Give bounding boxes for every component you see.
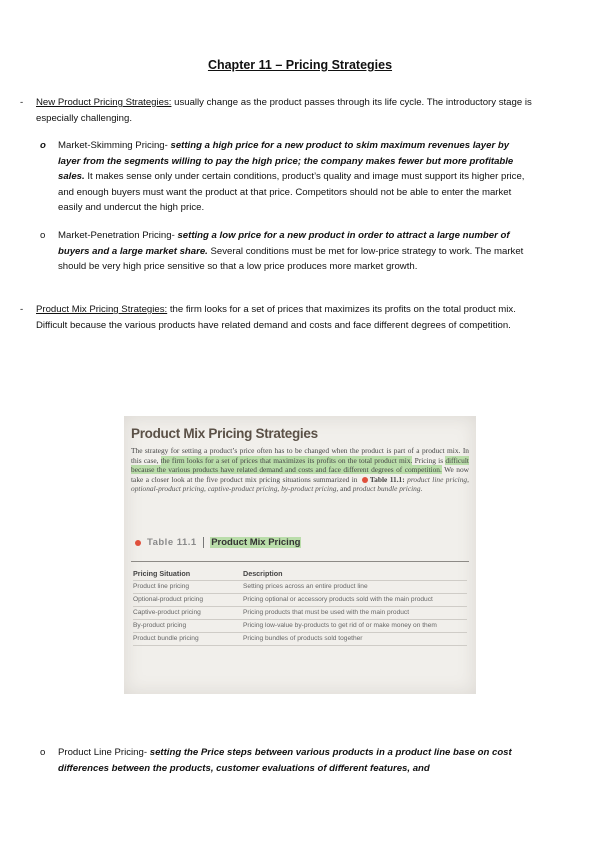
figure-heading: Product Mix Pricing Strategies xyxy=(131,426,318,441)
textbook-scan-figure xyxy=(124,416,476,694)
subitem-text: Several conditions must be met for low-price strategy to work. The market should be very high price sensitive so that a low price produces more market growth. xyxy=(58,245,524,272)
section-heading: Product Mix Pricing Strategies: xyxy=(36,304,168,315)
table-row: Product bundle pricing Pricing bundles of products sold together xyxy=(133,632,467,646)
section-text: the firm looks for a set of prices that maximizes its profits on the total product mix. Difficult because the various products have related demand and costs and face different degrees of competition. xyxy=(36,304,516,331)
table-title xyxy=(133,537,301,548)
section-bullet: - xyxy=(20,304,24,315)
section-new-product-pricing xyxy=(36,95,536,126)
subitem-text: It makes sense only under certain conditions, product’s quality and image must support its higher price, and enough buyers must want the product at that price. Competitors should not be able to enter the market easily and undercut the high price. xyxy=(58,171,525,213)
section-heading: New Product Pricing Strategies: xyxy=(36,97,172,108)
subitem-lead: Market-Penetration Pricing- xyxy=(58,230,175,241)
subitem-emphasis: setting a low price for a new product in order to attract a large number of buyers and a large market share. xyxy=(58,230,510,257)
table-number: Table 11.1 xyxy=(147,537,197,548)
table-row: Captive-product pricing Pricing products that must be used with the main product xyxy=(133,606,467,619)
subitem-market-skimming xyxy=(58,138,528,216)
column-header: Description xyxy=(243,568,283,578)
pricing-table xyxy=(133,566,467,646)
section-product-mix-pricing xyxy=(36,302,526,333)
table-row: By-product pricing Pricing low-value by-products to get rid of or make money on them xyxy=(133,619,467,632)
subitem-bullet: o xyxy=(40,747,46,758)
table-reference-dot-icon xyxy=(362,477,368,483)
table-marker-dot-icon xyxy=(135,540,141,546)
table-row: Product line pricing Setting prices across an entire product line xyxy=(133,580,467,593)
page-title: Chapter 11 – Pricing Strategies xyxy=(207,58,393,72)
section-bullet: - xyxy=(20,97,24,108)
table-row: Optional-product pricing Pricing optional or accessory products sold with the main product xyxy=(133,593,467,606)
subitem-emphasis: setting a high price for a new product to skim maximum revenues layer by layer from the segments willing to pay the high price; the company makes fewer but more profitable sales. xyxy=(58,140,514,182)
subitem-bullet: o xyxy=(40,230,46,241)
subitem-lead: Market-Skimming Pricing- xyxy=(58,140,168,151)
subitem-lead: Product Line Pricing- xyxy=(58,747,148,758)
subitem-bullet: o xyxy=(40,140,46,151)
subitem-emphasis: setting the Price steps between various products in a product line base on cost differences between the products, customer evaluations of different features, and xyxy=(58,747,512,774)
table-top-rule xyxy=(131,561,469,562)
column-header: Pricing Situation xyxy=(133,568,191,578)
figure-paragraph: The strategy for setting a product’s price often has to be changed when the product is part of a product mix. In this case, the firm looks for a set of prices that maximizes its profits on the total product mix. Pricing is difficult because the various products have related demand and costs and face different degrees of competition. We now take a closer look at the five product mix pricing situations summarized in Table 11.1: product line pricing, optional-product pricing, captive-product pricing, by-product pricing, and product bundle pricing. xyxy=(131,446,469,494)
subitem-market-penetration xyxy=(58,228,528,275)
table-name: Product Mix Pricing xyxy=(211,537,301,548)
table-header xyxy=(133,566,467,580)
highlighted-text: difficult because the various products have related demand and costs and face different degrees of competition. xyxy=(131,455,469,475)
highlighted-text: the firm looks for a set of prices that maximizes its profits on the total product mix. xyxy=(160,455,413,465)
section-text: usually change as the product passes through its life cycle. The introductory stage is especially challenging. xyxy=(36,97,532,124)
subitem-product-line-pricing xyxy=(58,745,528,776)
